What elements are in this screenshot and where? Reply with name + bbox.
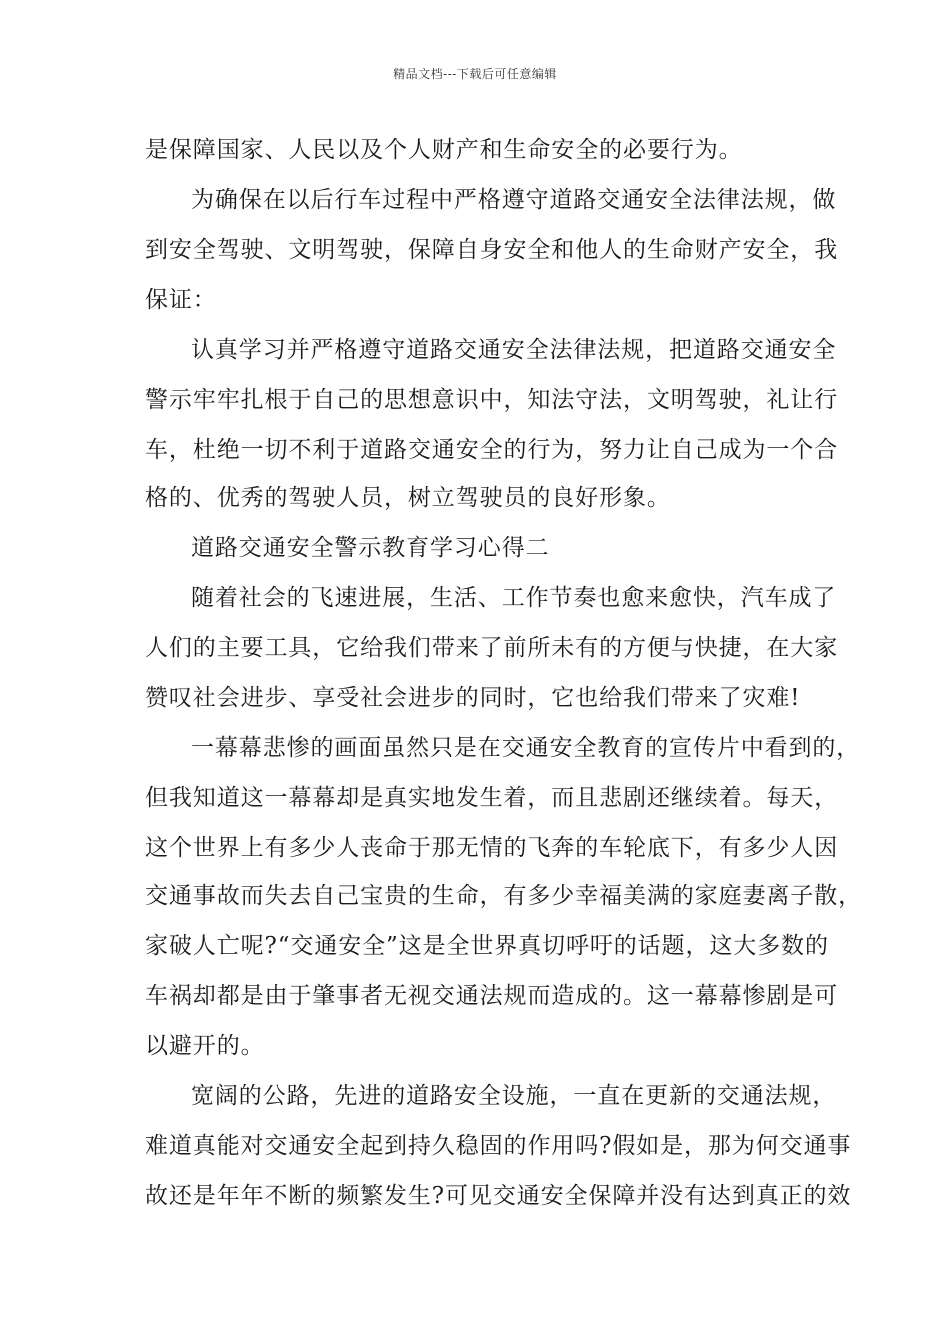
paragraph-line: 故还是年年不断的频繁发生?可见交通安全保障并没有达到真正的效: [145, 1183, 852, 1209]
paragraph-line: 车，杜绝一切不利于道路交通安全的行为，努力让自己成为一个合: [145, 437, 839, 463]
page-header: 精品文档---下载后可任意编辑: [393, 67, 557, 81]
paragraph-line: 格的、优秀的驾驶人员，树立驾驶员的良好形象。: [145, 485, 671, 511]
paragraph-line: 认真学习并严格遵守道路交通安全法律法规，把道路交通安全: [191, 337, 837, 363]
paragraph-line: 一幕幕悲惨的画面虽然只是在交通安全教育的宣传片中看到的，: [191, 735, 861, 761]
paragraph-line: 宽阔的公路，先进的道路安全设施，一直在更新的交通法规，: [191, 1083, 837, 1109]
section-heading: 道路交通安全警示教育学习心得二: [191, 535, 550, 561]
paragraph-line: 警示牢牢扎根于自己的思想意识中，知法守法，文明驾驶，礼让行: [145, 387, 839, 413]
paragraph-line: 以避开的。: [145, 1033, 265, 1059]
paragraph-line: 保证：: [145, 287, 217, 313]
paragraph-line: 家破人亡呢?“交通安全”这是全世界真切呼吁的话题，这大多数的: [145, 933, 829, 959]
paragraph-line: 到安全驾驶、文明驾驶，保障自身安全和他人的生命财产安全，我: [145, 237, 839, 263]
paragraph-line: 为确保在以后行车过程中严格遵守道路交通安全法律法规，做: [191, 187, 837, 213]
paragraph-line: 人们的主要工具，它给我们带来了前所未有的方便与快捷，在大家: [145, 635, 839, 661]
paragraph-line: 是保障国家、人民以及个人财产和生命安全的必要行为。: [145, 137, 743, 163]
paragraph-line: 赞叹社会进步、享受社会进步的同时，它也给我们带来了灾难!: [145, 685, 801, 711]
paragraph-line: 交通事故而失去自己宝贵的生命，有多少幸福美满的家庭妻离子散，: [145, 883, 862, 909]
paragraph-line: 难道真能对交通安全起到持久稳固的作用吗?假如是，那为何交通事: [145, 1133, 852, 1159]
paragraph-line: 随着社会的飞速进展，生活、工作节奏也愈来愈快，汽车成了: [191, 585, 837, 611]
paragraph-line: 车祸却都是由于肇事者无视交通法规而造成的。这一幕幕惨剧是可: [145, 983, 839, 1009]
paragraph-line: 但我知道这一幕幕却是真实地发生着，而且悲剧还继续着。每天，: [145, 785, 839, 811]
paragraph-line: 这个世界上有多少人丧命于那无情的飞奔的车轮底下，有多少人因: [145, 835, 839, 861]
